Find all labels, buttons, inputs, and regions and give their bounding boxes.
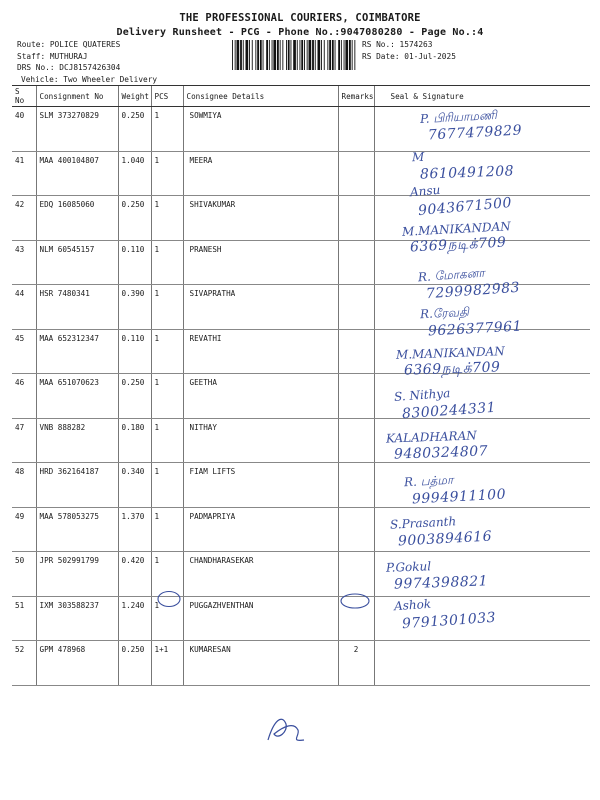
table-row	[12, 374, 590, 419]
cell-remarks	[338, 151, 374, 196]
cell-weight: 0.420	[118, 552, 151, 597]
col-header-weight: Weight	[118, 86, 151, 107]
cell-weight: 0.250	[118, 374, 151, 419]
cell-weight: 0.250	[118, 196, 151, 241]
cell-remarks	[338, 196, 374, 241]
cell-sno: 52	[12, 641, 36, 686]
cell-sno: 40	[12, 107, 36, 152]
cell-remarks	[338, 552, 374, 597]
table-row	[12, 196, 590, 241]
cell-remarks	[338, 374, 374, 419]
cell-consignment: HSR 7480341	[36, 285, 118, 330]
drs-number: DRS No.: DCJ8157426304	[17, 63, 121, 72]
cell-weight: 0.180	[118, 418, 151, 463]
signature-name: M.MANIKANDAN	[395, 344, 505, 362]
col-header-consignment: Consignment No	[36, 86, 118, 107]
cell-signature	[374, 107, 590, 152]
staff-line: Staff: MUTHURAJ	[17, 51, 88, 61]
cell-consignee: SIVAPRATHA	[183, 285, 338, 330]
cell-remarks	[338, 285, 374, 330]
cell-signature	[374, 329, 590, 374]
cell-weight: 0.110	[118, 329, 151, 374]
cell-consignee: SHIVAKUMAR	[183, 196, 338, 241]
cell-pcs: 1	[151, 596, 183, 641]
signature-name: R.ரேவதி	[419, 304, 470, 322]
cell-signature	[374, 196, 590, 241]
cell-signature	[374, 240, 590, 285]
cell-remarks	[338, 507, 374, 552]
table-row	[12, 151, 590, 196]
signature-phone: 7677479829	[427, 122, 523, 144]
cell-consignee: PUGGAZHVENTHAN	[183, 596, 338, 641]
cell-consignee: SOWMIYA	[183, 107, 338, 152]
signature-name: P.Gokul	[385, 559, 432, 575]
signature-phone: 9626377961	[427, 318, 523, 340]
signature-name: M.MANIKANDAN	[401, 219, 512, 239]
signature-name: R. பத்மா	[403, 472, 454, 490]
cell-consignment: HRD 362164187	[36, 463, 118, 508]
col-header-consignee: Consignee Details	[183, 86, 338, 107]
cell-sno: 45	[12, 329, 36, 374]
rs-number: RS No.: 1574263	[362, 40, 433, 49]
cell-sno: 49	[12, 507, 36, 552]
vehicle-line: Vehicle: Two Wheeler Delivery	[21, 74, 158, 84]
col-header-sno: S No	[12, 86, 36, 107]
table-row	[12, 641, 590, 686]
col-header-pcs: PCS	[151, 86, 183, 107]
cell-remarks	[338, 596, 374, 641]
cell-consignment: MAA 651070623	[36, 374, 118, 419]
signature-phone: 9994911100	[411, 486, 507, 508]
col-header-remarks: Remarks	[338, 86, 374, 107]
signature-phone: 9791301033	[401, 609, 497, 633]
cell-pcs: 1	[151, 463, 183, 508]
cell-pcs: 1	[151, 418, 183, 463]
cell-sno: 47	[12, 418, 36, 463]
signature-name: S. Nithya	[393, 386, 451, 404]
signature-phone: 8300244331	[401, 399, 497, 423]
cell-pcs: 1	[151, 329, 183, 374]
cell-remarks	[338, 240, 374, 285]
table-row	[12, 418, 590, 463]
cell-weight: 0.390	[118, 285, 151, 330]
cell-signature	[374, 507, 590, 552]
rs-date: RS Date: 01-Jul-2025	[362, 51, 456, 61]
signature-name: M	[411, 149, 425, 165]
cell-consignment: MAA 400104807	[36, 151, 118, 196]
cell-consignment: VNB 888282	[36, 418, 118, 463]
signature-phone: 8610491208	[419, 163, 515, 183]
cell-consignment: MAA 652312347	[36, 329, 118, 374]
company-title: THE PROFESSIONAL COURIERS, COIMBATORE	[179, 12, 421, 24]
cell-sno: 48	[12, 463, 36, 508]
cell-remarks	[338, 329, 374, 374]
cell-signature	[374, 552, 590, 597]
cell-pcs: 1	[151, 151, 183, 196]
cell-remarks	[338, 463, 374, 508]
cell-consignment: NLM 60545157	[36, 240, 118, 285]
cell-weight: 0.250	[118, 641, 151, 686]
signature-phone: 9974398821	[393, 573, 489, 593]
cell-sno: 50	[12, 552, 36, 597]
cell-remarks	[338, 107, 374, 152]
cell-signature	[374, 463, 590, 508]
signature-phone: 6369நடிக்709	[409, 234, 507, 256]
cell-sno: 42	[12, 196, 36, 241]
signature-name: Ashok	[393, 596, 432, 614]
col-header-signature: Seal & Signature	[374, 86, 590, 107]
cell-remarks: 2	[338, 641, 374, 686]
table-row	[12, 240, 590, 285]
cell-remarks	[338, 418, 374, 463]
table-row	[12, 329, 590, 374]
cell-pcs: 1	[151, 552, 183, 597]
cell-pcs: 1	[151, 374, 183, 419]
cell-consignee: GEETHA	[183, 374, 338, 419]
rs-info-block	[362, 39, 456, 62]
cell-consignee: MEERA	[183, 151, 338, 196]
table-row	[12, 507, 590, 552]
cell-signature	[374, 151, 590, 196]
cell-weight: 1.240	[118, 596, 151, 641]
cell-consignment: MAA 578053275	[36, 507, 118, 552]
cell-signature	[374, 285, 590, 330]
cell-signature	[374, 596, 590, 641]
cell-sno: 41	[12, 151, 36, 196]
signature-phone: 7299982983	[425, 279, 521, 303]
table-row	[12, 107, 590, 152]
cell-weight: 1.370	[118, 507, 151, 552]
cell-pcs: 1+1	[151, 641, 183, 686]
cell-consignment: JPR 502991799	[36, 552, 118, 597]
cell-consignment: SLM 373270829	[36, 107, 118, 152]
cell-pcs: 1	[151, 196, 183, 241]
signature-phone: 9480324807	[393, 443, 489, 463]
cell-sno: 46	[12, 374, 36, 419]
cell-weight: 1.040	[118, 151, 151, 196]
cell-consignee: REVATHI	[183, 329, 338, 374]
runsheet-subtitle: Delivery Runsheet - PCG - Phone No.:9047080280 - Page No.:4	[116, 27, 484, 38]
signature-phone: 6369நடிக்709	[403, 359, 501, 379]
cell-pcs: 1	[151, 285, 183, 330]
cell-pcs: 1	[151, 107, 183, 152]
cell-signature	[374, 418, 590, 463]
cell-sno: 43	[12, 240, 36, 285]
cell-weight: 0.340	[118, 463, 151, 508]
cell-pcs: 1	[151, 507, 183, 552]
signature-phone: 9003894616	[397, 528, 493, 550]
barcode-image	[232, 40, 356, 70]
table-row	[12, 596, 590, 641]
table-row	[12, 285, 590, 330]
route-line: Route: POLICE QUATERES	[17, 40, 121, 49]
bottom-signature-scribble	[260, 700, 320, 750]
cell-signature	[374, 641, 590, 686]
cell-consignment: GPM 478968	[36, 641, 118, 686]
table-row	[12, 552, 590, 597]
signature-name: S.Prasanth	[389, 514, 457, 532]
cell-consignment: IXM 303588237	[36, 596, 118, 641]
route-staff-block	[17, 39, 157, 85]
cell-consignee: NITHAY	[183, 418, 338, 463]
signature-name: KALADHARAN	[385, 428, 477, 446]
cell-weight: 0.110	[118, 240, 151, 285]
signature-name: P. பிரியாமணி	[419, 107, 498, 127]
cell-consignee: PRANESH	[183, 240, 338, 285]
cell-signature	[374, 374, 590, 419]
cell-pcs: 1	[151, 240, 183, 285]
table-header-row	[12, 86, 590, 107]
cell-weight: 0.250	[118, 107, 151, 152]
signature-name: R. மோகனா	[417, 265, 486, 285]
cell-consignee: CHANDHARASEKAR	[183, 552, 338, 597]
signature-name: Ansu	[409, 182, 441, 200]
cell-sno: 51	[12, 596, 36, 641]
cell-consignee: PADMAPRIYA	[183, 507, 338, 552]
table-row	[12, 463, 590, 508]
runsheet-table	[12, 85, 590, 686]
signature-phone: 9043671500	[417, 194, 513, 220]
cell-consignment: EDQ 16085060	[36, 196, 118, 241]
cell-sno: 44	[12, 285, 36, 330]
cell-consignee: KUMARESAN	[183, 641, 338, 686]
cell-consignee: FIAM LIFTS	[183, 463, 338, 508]
